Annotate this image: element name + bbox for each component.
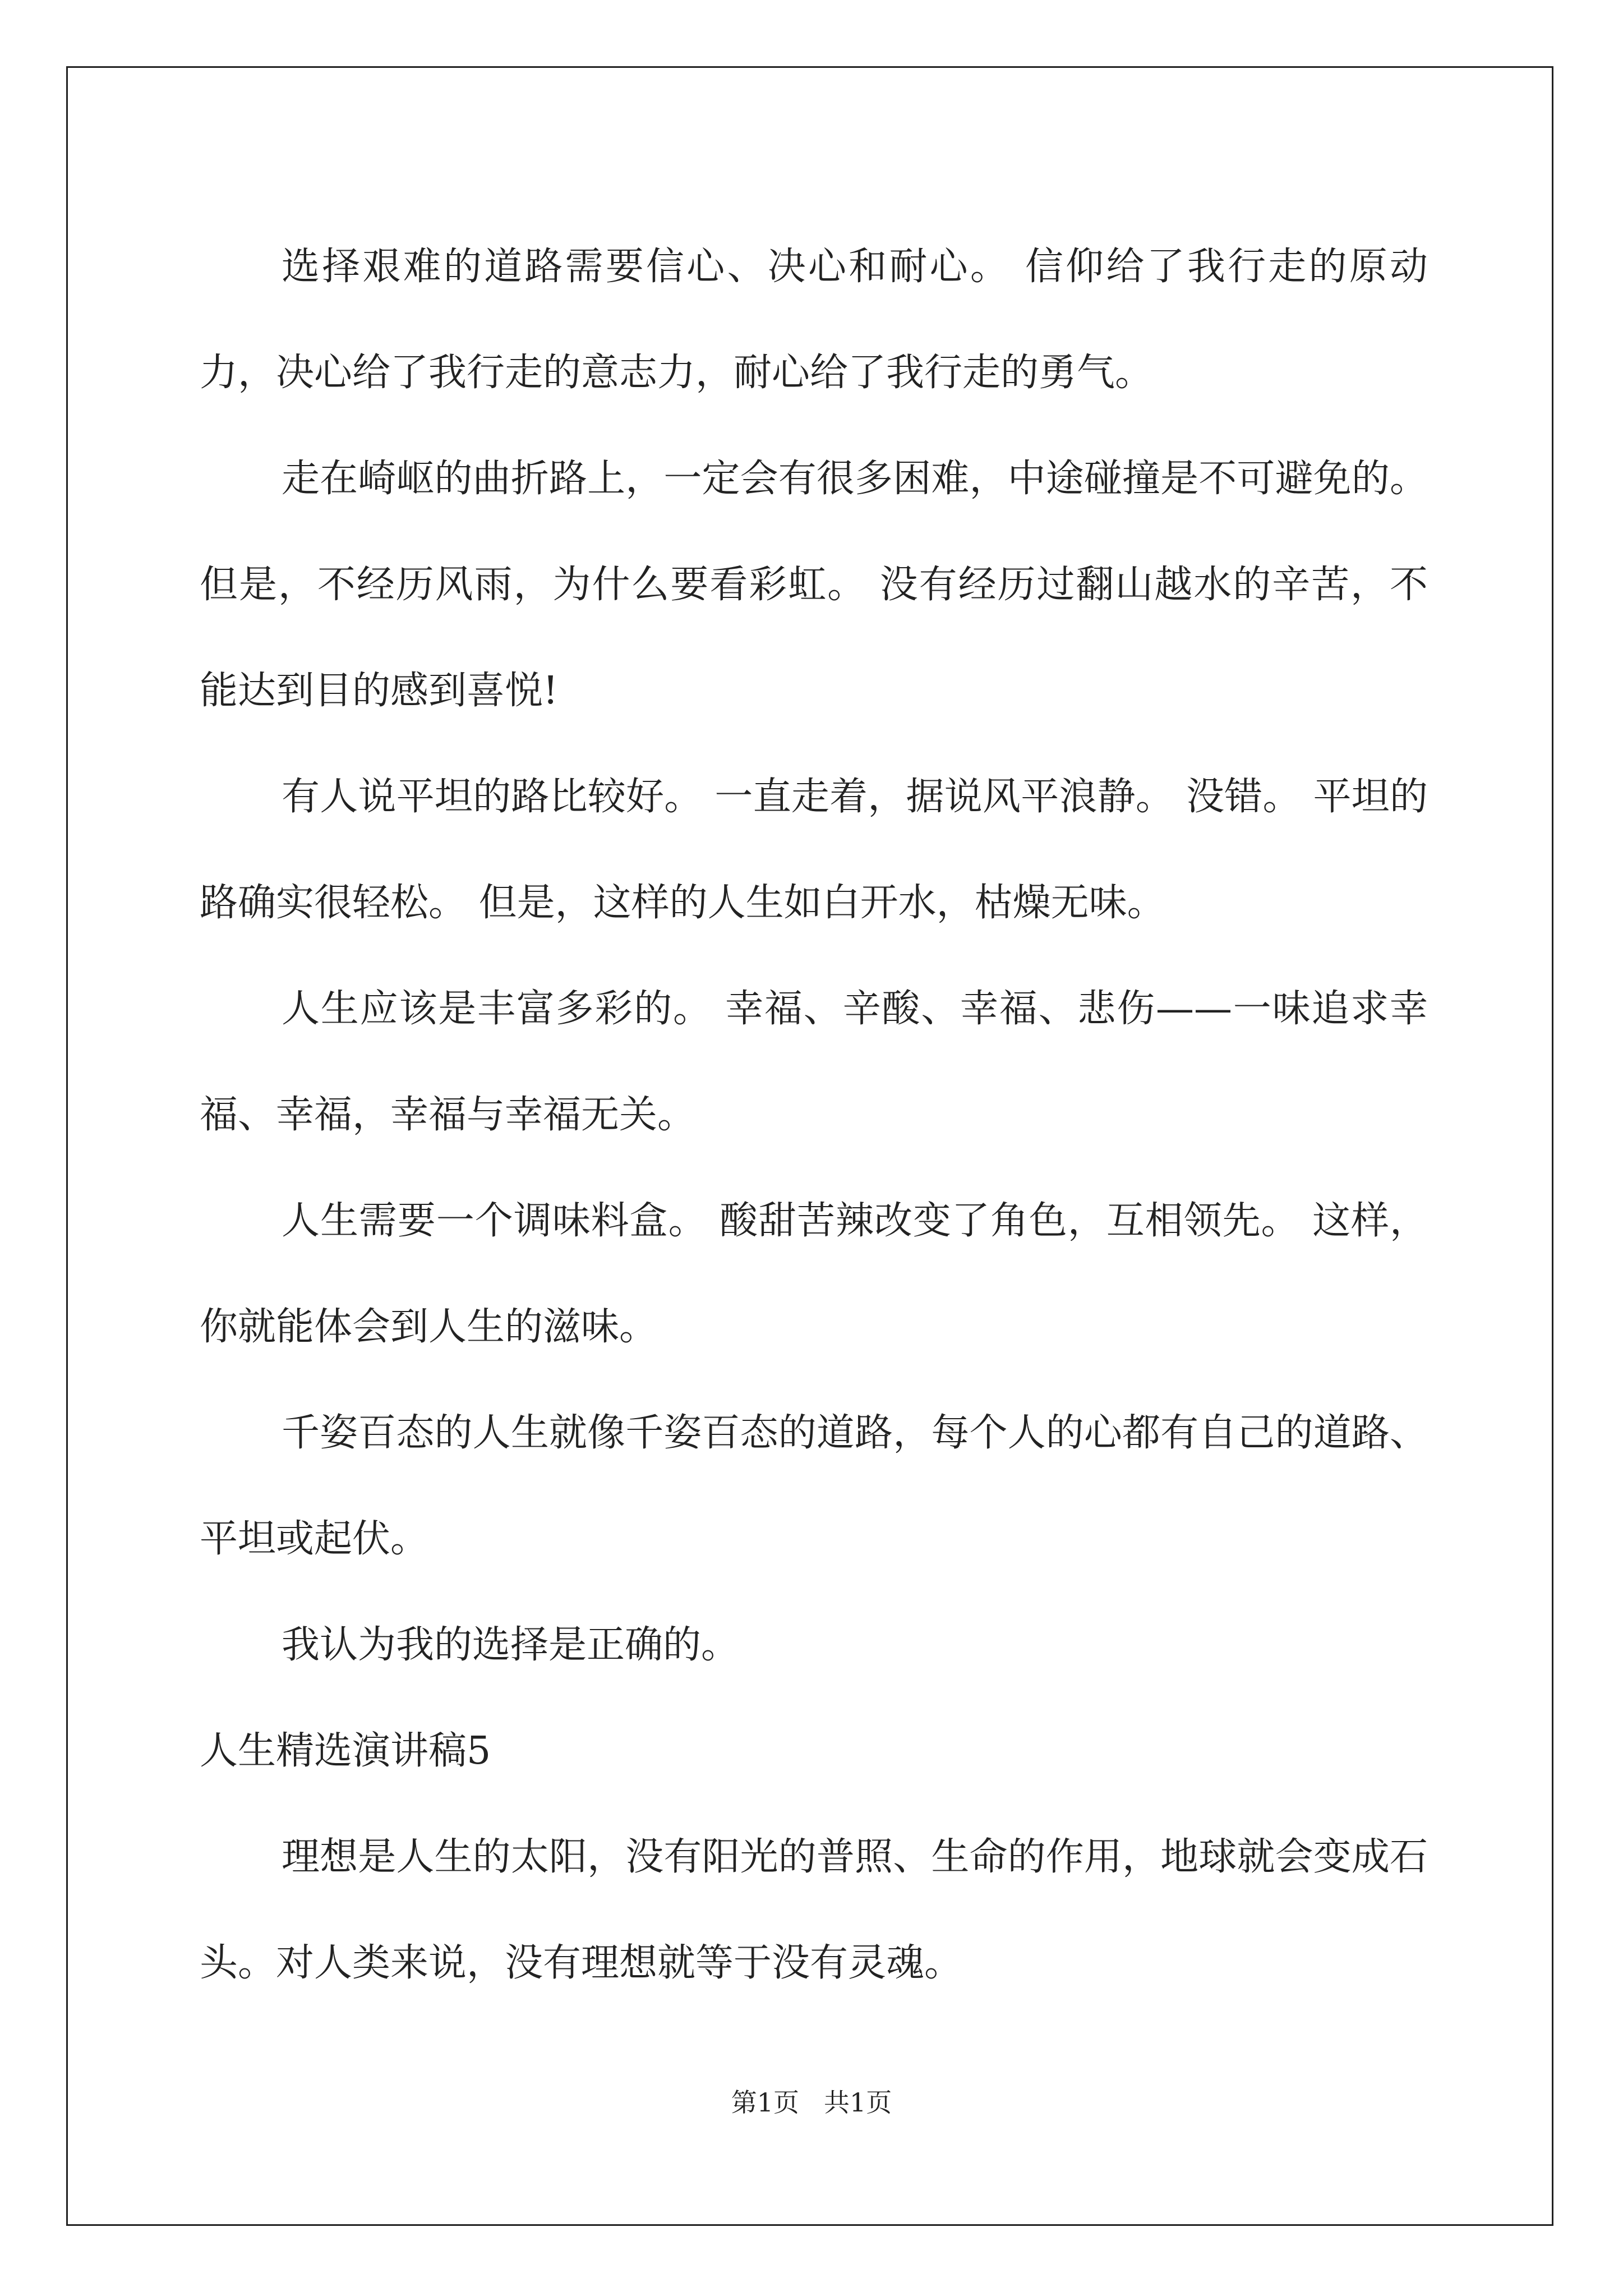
paragraph: 走在崎岖的曲折路上，一定会有很多困难，中途碰撞是不可避免的。 但是，不经历风雨，为什么要看彩虹。 没有经历过翻山越水的辛苦，不能达到目的感到喜悦! [200, 457, 1428, 713]
paragraph: 千姿百态的人生就像千姿百态的道路，每个人的心都有自己的道路、平坦或起伏。 [200, 1411, 1428, 1561]
paragraph: 选择艰难的道路需要信心、决心和耐心。 信仰给了我行走的原动力，决心给了我行走的意志力，耐心给了我行走的勇气。 [200, 245, 1428, 395]
paragraph: 理想是人生的太阳，没有阳光的普照、生命的作用，地球就会变成石头。对人类来说，没有理想就等于没有灵魂。 [200, 1835, 1428, 1985]
section-heading: 人生精选演讲稿5 [200, 1729, 491, 1773]
paragraph: 人生应该是丰富多彩的。 幸福、辛酸、幸福、悲伤——一味追求幸福、幸福，幸福与幸福无关。 [200, 987, 1428, 1137]
paragraph: 有人说平坦的路比较好。 一直走着，据说风平浪静。 没错。 平坦的路确实很轻松。 但是，这样的人生如白开水，枯燥无味。 [200, 775, 1428, 925]
page-number-current: 第1页 [731, 2087, 800, 2118]
paragraph: 人生需要一个调味料盒。 酸甜苦辣改变了角色，互相领先。 这样，你就能体会到人生的滋味。 [200, 1199, 1428, 1349]
document-body [200, 214, 1428, 2016]
page-footer [0, 2082, 1623, 2119]
page-number-total: 共1页 [823, 2087, 892, 2118]
footer-separator [799, 2087, 824, 2118]
paragraph: 我认为我的选择是正确的。 [282, 1623, 740, 1667]
